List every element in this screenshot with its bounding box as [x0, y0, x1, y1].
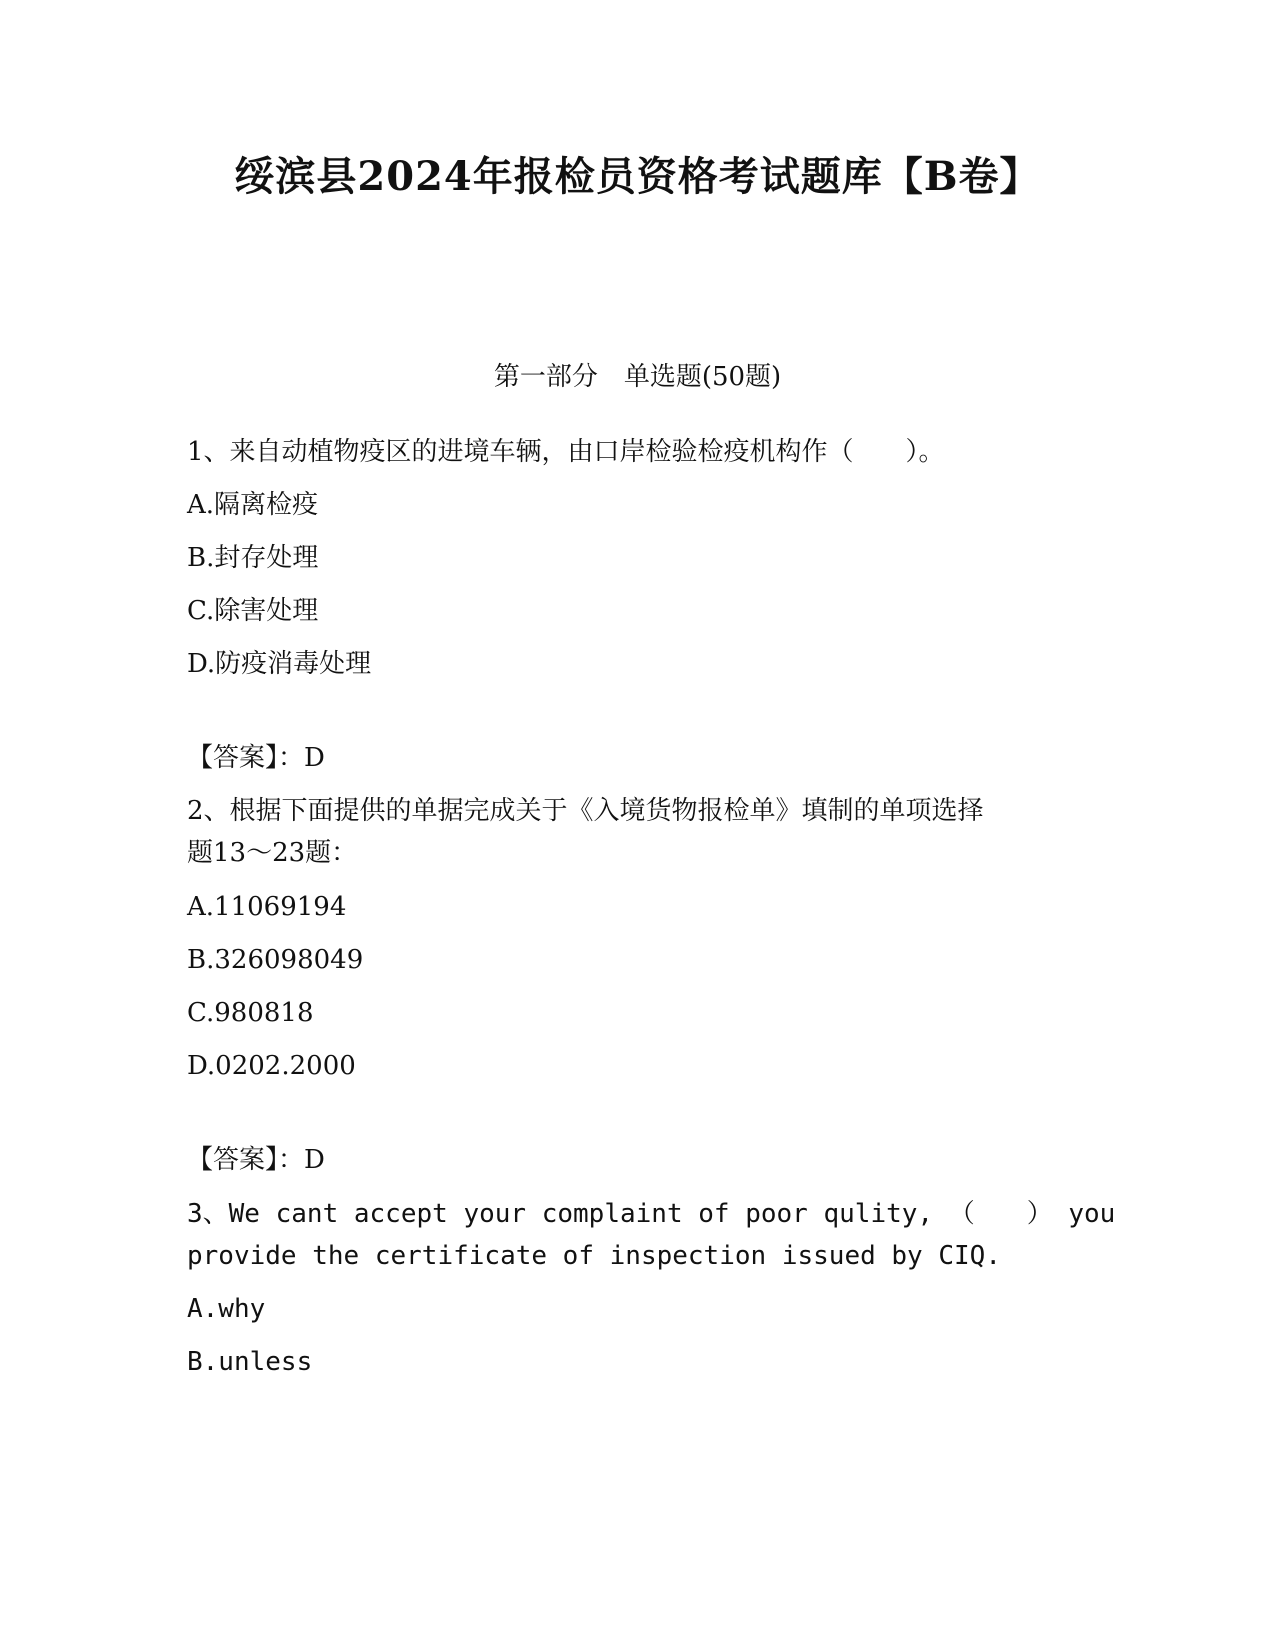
- question-1-option-d: D.防疫消毒处理: [187, 649, 372, 679]
- question-1-answer: 【答案】：D: [187, 743, 325, 773]
- question-3-option-a: A.why: [187, 1294, 266, 1324]
- question-3-stem-line-1: 3、We cant accept your complaint of poor qulity, （ ） you: [187, 1199, 1116, 1229]
- question-3-option-b: B.unless: [187, 1347, 313, 1377]
- question-1-option-b: B.封存处理: [187, 543, 319, 573]
- question-1-stem: 1、来自动植物疫区的进境车辆，由口岸检验检疫机构作（ ）。: [187, 437, 945, 467]
- question-2-option-d: D.0202.2000: [187, 1051, 356, 1081]
- question-2-answer: 【答案】：D: [187, 1145, 325, 1175]
- question-3-stem-line-2: provide the certificate of inspection issued by CIQ.: [187, 1241, 1001, 1271]
- section-heading: 第一部分 单选题(50题): [493, 362, 782, 392]
- question-2-stem-line-2: 题13～23题：: [187, 838, 358, 868]
- question-1-option-a: A.隔离检疫: [187, 490, 319, 520]
- question-1-option-c: C.除害处理: [187, 596, 319, 626]
- question-2-stem-line-1: 2、根据下面提供的单据完成关于《入境货物报检单》填制的单项选择: [187, 796, 984, 826]
- document-title: 绥滨县2024年报检员资格考试题库【B卷】: [234, 153, 1041, 200]
- question-2-option-c: C.980818: [187, 998, 314, 1028]
- question-2-option-b: B.326098049: [187, 945, 364, 975]
- question-2-option-a: A.11069194: [187, 892, 347, 922]
